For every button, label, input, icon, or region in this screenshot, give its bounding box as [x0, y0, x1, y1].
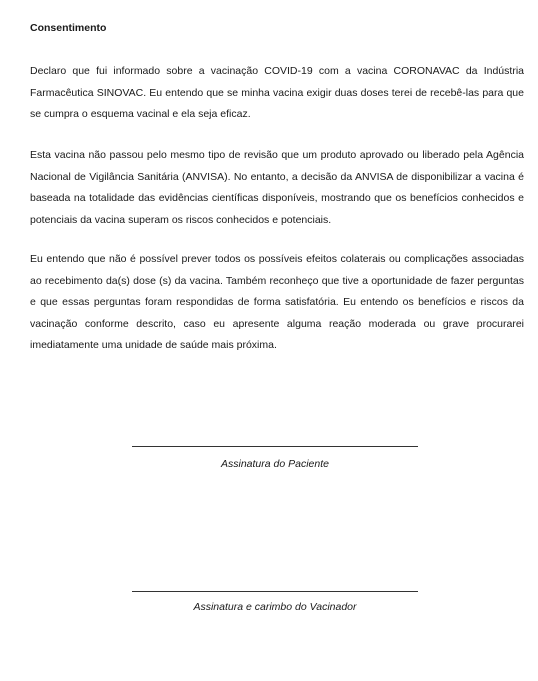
- patient-signature-line: [132, 446, 418, 447]
- paragraph-vaccination-info: Declaro que fui informado sobre a vacinação COVID-19 com a vacina CORONAVAC da Indústria Farmacêutica SINOVAC. Eu entendo que se minha vacina exigir duas doses terei de recebê-las para que se cumpra o esquema vacinal e ela seja eficaz.: [30, 65, 524, 120]
- paragraph-anvisa-review: Esta vacina não passou pelo mesmo tipo de revisão que um produto aprovado ou liberado pela Agência Nacional de Vigilância Sanitária (ANVISA). No entanto, a decisão da ANVISA de disponibilizar a vacina é baseada na totalidade das evidências científicas disponíveis, mostrando que os benefícios conhecidos e potenciais da vacina superam os riscos conhecidos e potenciais.: [30, 149, 524, 226]
- vaccinator-signature-label: Assinatura e carimbo do Vacinador: [193, 601, 357, 613]
- paragraph-risks-acknowledgement: Eu entendo que não é possível prever todos os possíveis efeitos colaterais ou complicações associadas ao recebimento da(s) dose (s) da vacina. Também reconheço que tive a oportunidade de fazer perguntas e que essas perguntas foram respondidas de forma satisfatória. Eu entendo os benefícios e riscos da vacinação conforme descrito, caso eu apresente alguma reação moderada ou grave procurarei imediatamente uma unidade de saúde mais próxima.: [30, 253, 524, 351]
- patient-signature-label: Assinatura do Paciente: [221, 458, 329, 470]
- document-title: Consentimento: [30, 22, 107, 34]
- vaccinator-signature-line: [132, 591, 418, 592]
